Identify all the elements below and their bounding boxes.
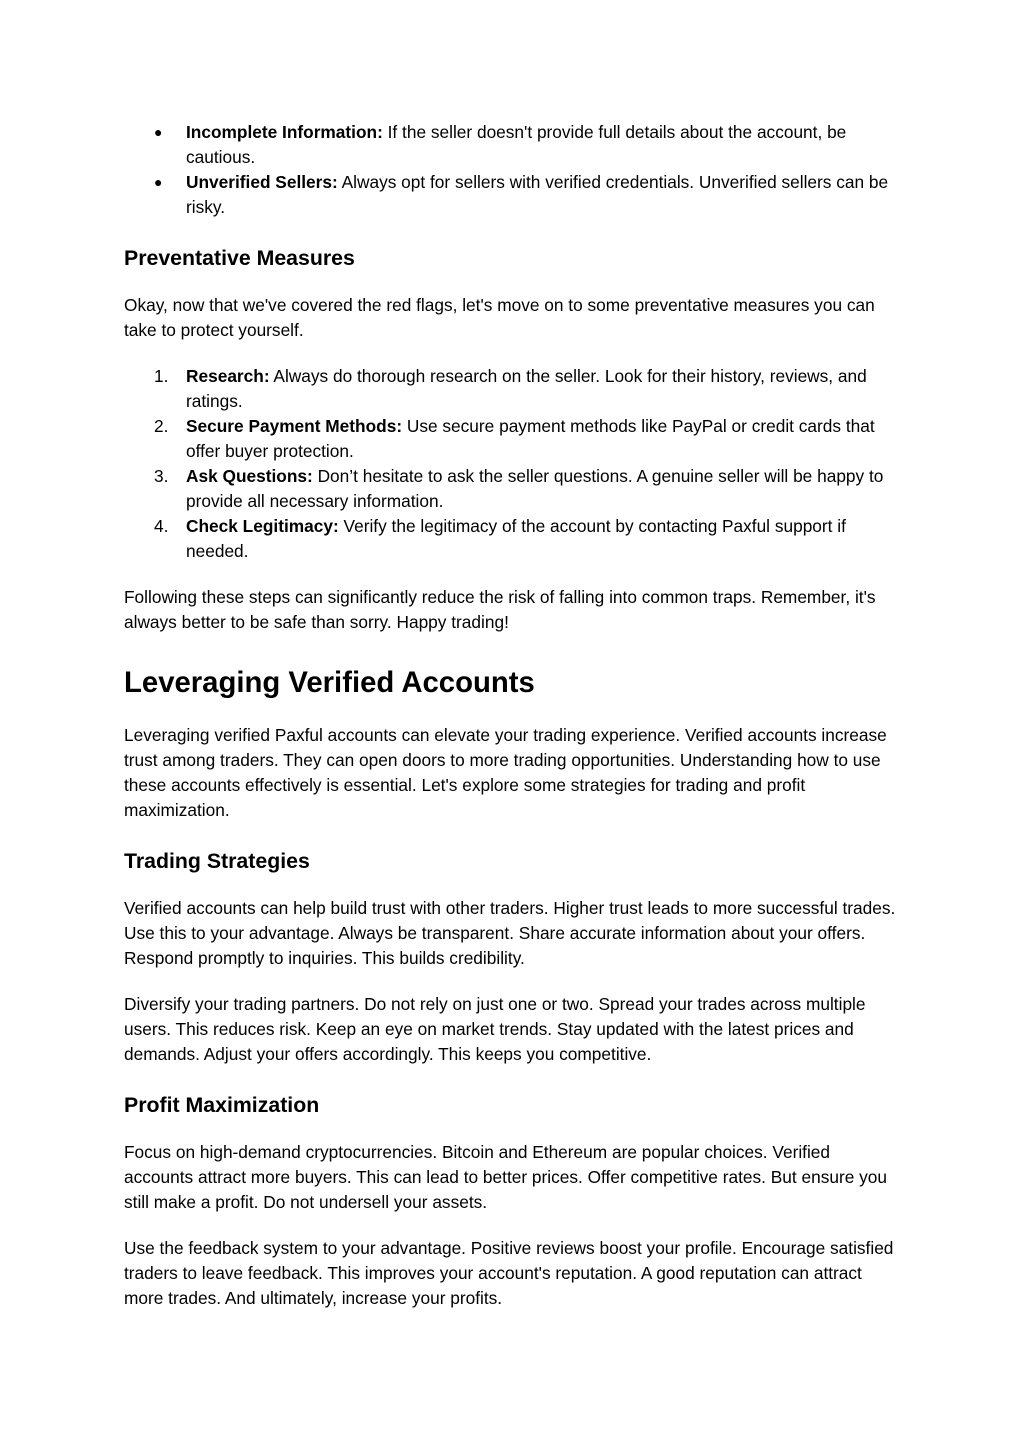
- paragraph-preventative-closing: Following these steps can significantly reduce the risk of falling into common traps. Remember, it's always better to be safe than sorry. Happy trading!: [124, 587, 876, 632]
- list-number: 1.: [154, 366, 169, 386]
- paragraph-profit-1: Focus on high-demand cryptocurrencies. Bitcoin and Ethereum are popular choices. Verified accounts attract more buyers. This can lead to better prices. Offer competitive rates. But ensure you still make a profit. Do not undersell your assets.: [124, 1142, 887, 1212]
- paragraph-profit-2: Use the feedback system to your advantage. Positive reviews boost your profile. Encourage satisfied traders to leave feedback. This improves your account's reputation. A good reputation can attract more trades. And ultimately, increase your profits.: [124, 1238, 894, 1308]
- section-heading-profit: Profit Maximization: [124, 1093, 320, 1117]
- list-item-term: Secure Payment Methods:: [186, 416, 403, 436]
- document-page: [124, 120, 900, 1311]
- paragraph-preventative-intro: Okay, now that we've covered the red flags, let's move on to some preventative measures you can take to protect yourself.: [124, 295, 875, 340]
- section-heading-trading: Trading Strategies: [124, 849, 310, 873]
- paragraph-trading-2: Diversify your trading partners. Do not rely on just one or two. Spread your trades across multiple users. This reduces risk. Keep an eye on market trends. Stay updated with the latest prices and demands. Adjust your offers accordingly. This keeps you competitive.: [124, 994, 866, 1064]
- bullet-marker: ●: [154, 124, 163, 140]
- list-item: [124, 414, 900, 464]
- list-item-term: Research:: [186, 366, 270, 386]
- list-item-term: Check Legitimacy:: [186, 516, 339, 536]
- bullet-marker: ●: [154, 174, 163, 190]
- section-heading-leveraging: Leveraging Verified Accounts: [124, 666, 535, 699]
- list-item-term: Unverified Sellers:: [186, 172, 338, 192]
- section-heading-preventative: Preventative Measures: [124, 246, 355, 270]
- list-item: [124, 120, 900, 170]
- list-item-text: Don’t hesitate to ask the seller questions. A genuine seller will be happy to provide all necessary information.: [186, 466, 884, 511]
- list-item: [124, 514, 900, 564]
- list-item-text: Always do thorough research on the seller. Look for their history, reviews, and ratings.: [186, 366, 867, 411]
- list-item-text: Always opt for sellers with verified credentials. Unverified sellers can be risky.: [186, 172, 889, 217]
- list-item-term: Incomplete Information:: [186, 122, 383, 142]
- list-number: 2.: [154, 416, 169, 436]
- list-number: 4.: [154, 516, 169, 536]
- list-item-text: Use secure payment methods like PayPal or credit cards that offer buyer protection.: [186, 416, 875, 461]
- paragraph-leveraging-intro: Leveraging verified Paxful accounts can elevate your trading experience. Verified accounts increase trust among traders. They can open doors to more trading opportunities. Understanding how to use these accounts effectively is essential. Let's explore some strategies for trading and profit maximization.: [124, 725, 887, 820]
- list-item: [124, 170, 900, 220]
- preventative-steps-list: [124, 364, 900, 564]
- red-flags-list: [124, 120, 900, 220]
- list-item: [124, 464, 900, 514]
- list-item: [124, 364, 900, 414]
- list-item-text: If the seller doesn't provide full details about the account, be cautious.: [186, 122, 847, 167]
- list-item-term: Ask Questions:: [186, 466, 313, 486]
- paragraph-trading-1: Verified accounts can help build trust with other traders. Higher trust leads to more successful trades. Use this to your advantage. Always be transparent. Share accurate information about your offers. Respond promptly to inquiries. This builds credibility.: [124, 898, 896, 968]
- list-item-text: Verify the legitimacy of the account by contacting Paxful support if needed.: [186, 516, 846, 561]
- list-number: 3.: [154, 466, 169, 486]
